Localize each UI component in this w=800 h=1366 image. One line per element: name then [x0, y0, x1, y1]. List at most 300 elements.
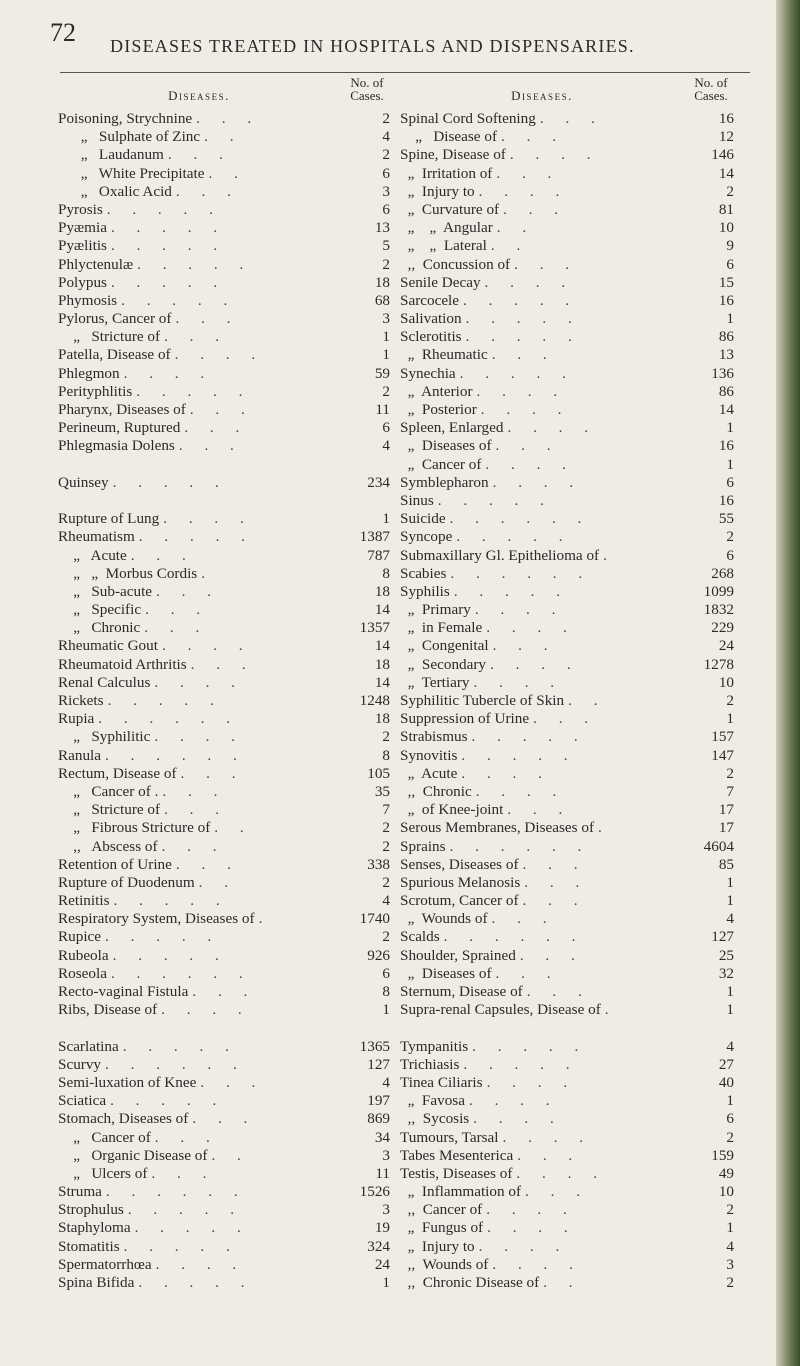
dot-leader: . . . . — [154, 728, 244, 746]
case-count: 2 — [726, 764, 734, 782]
table-row — [400, 547, 734, 565]
case-count: 4 — [382, 437, 390, 455]
table-row — [400, 1219, 734, 1237]
disease-name: ,, Chronic — [400, 782, 472, 800]
table-row — [400, 456, 734, 474]
dot-leader: . . . . . . — [105, 746, 246, 764]
table-row — [58, 637, 390, 655]
disease-name: Syphilis — [400, 582, 450, 600]
dot-leader: . . . . — [516, 1164, 606, 1182]
dot-leader: . . . . . — [136, 382, 252, 400]
dot-leader: . . . . . — [107, 692, 223, 709]
dot-leader: . . . . — [486, 1201, 576, 1219]
dot-leader: . . . — [164, 328, 229, 346]
disease-name: Senile Decay — [400, 273, 481, 291]
disease-name: „ Cancer of . — [58, 782, 159, 800]
table-row — [400, 838, 734, 856]
disease-name: Rheumatoid Arthritis — [58, 655, 187, 673]
table-row — [400, 183, 734, 201]
dot-leader: . . . . . . — [449, 510, 591, 528]
dot-leader: . . . — [522, 855, 587, 873]
case-count: 32 — [718, 964, 734, 982]
table-row — [400, 710, 734, 728]
disease-name: Rubeola — [58, 946, 109, 964]
table-row — [58, 183, 390, 201]
table-row — [400, 1001, 734, 1019]
disease-name: Scabies — [400, 564, 447, 582]
disease-name: Semi-luxation of Knee — [58, 1073, 197, 1091]
disease-name: „ Injury to — [400, 182, 475, 200]
case-count: 5 — [382, 237, 390, 255]
table-row — [400, 965, 734, 983]
dot-leader: . . . . — [475, 782, 566, 800]
table-row — [58, 619, 390, 637]
case-count: 787 — [367, 546, 390, 564]
table-row — [58, 256, 390, 274]
dot-leader: . . . — [522, 892, 587, 910]
case-count: 1248 — [359, 692, 390, 709]
dot-leader: . . . — [180, 764, 245, 782]
table-row — [58, 1238, 390, 1256]
case-count: 3 — [382, 1146, 390, 1164]
table-row — [58, 1019, 390, 1037]
case-count: 4604 — [703, 837, 734, 855]
table-row — [400, 747, 734, 765]
disease-name: Stomach, Diseases of — [58, 1110, 189, 1128]
case-count: 15 — [718, 273, 734, 291]
disease-name: Quinsey — [58, 473, 109, 491]
dot-leader: . . — [208, 164, 247, 182]
dot-leader: . . — [214, 819, 253, 837]
header-rule — [60, 72, 750, 73]
dot-leader: . . . . — [123, 364, 214, 382]
case-count: 16 — [718, 110, 734, 127]
case-count: 2 — [382, 110, 390, 127]
disease-name: Perityphlitis — [58, 382, 133, 400]
disease-name: Rickets — [58, 692, 104, 709]
dot-leader: . . . . — [478, 182, 569, 200]
disease-name: Phlegmasia Dolens — [58, 437, 175, 455]
case-count: 268 — [711, 564, 734, 582]
case-count: 14 — [374, 673, 390, 691]
case-count: 16 — [718, 437, 734, 455]
disease-name: Ribs, Disease of — [58, 1001, 158, 1019]
case-count: 338 — [367, 855, 390, 873]
table-row — [58, 292, 390, 310]
table-row — [400, 474, 734, 492]
case-count: 10 — [718, 673, 734, 691]
table-row — [400, 1256, 734, 1274]
case-count: 2 — [382, 728, 390, 746]
table-row — [400, 1274, 734, 1292]
disease-name: Tympanitis — [400, 1037, 469, 1055]
table-row — [400, 1019, 734, 1037]
table-row — [58, 547, 390, 565]
dot-leader: . . . . . — [138, 1274, 254, 1291]
disease-name: „ Stricture of — [58, 801, 161, 819]
dot-leader: . . . — [167, 146, 232, 164]
dot-leader: . . . . . — [110, 273, 227, 291]
case-count: 4 — [382, 1073, 390, 1091]
dot-leader: . . . — [175, 182, 240, 200]
disease-name: „ Fungus of — [400, 1219, 484, 1237]
case-count: 14 — [718, 164, 734, 182]
disease-name: ,, Cancer of — [400, 1201, 483, 1219]
disease-name: „ Ulcers of — [58, 1164, 148, 1182]
dot-leader: . . . . — [163, 510, 253, 528]
dot-leader: . . . — [196, 110, 261, 127]
dot-leader: . . . . — [485, 455, 575, 473]
case-count: 1357 — [359, 619, 390, 637]
dot-leader: . . . . . . — [105, 1055, 246, 1073]
table-row — [400, 437, 734, 455]
table-row — [400, 765, 734, 783]
table-row — [400, 1147, 734, 1165]
dot-leader: . . — [204, 128, 243, 146]
dot-leader: . . . — [156, 582, 221, 600]
table-row — [400, 656, 734, 674]
case-count: 6 — [382, 200, 390, 218]
table-row — [400, 146, 734, 164]
case-count: 16 — [718, 291, 734, 309]
disease-name: Poisoning, Strychnine — [58, 110, 193, 127]
dot-leader: . . . . — [490, 655, 580, 673]
disease-name: Sclerotitis — [400, 328, 462, 346]
disease-name: „ Fibrous Stricture of — [58, 819, 211, 837]
case-count: 11 — [375, 1164, 390, 1182]
disease-name: Polypus — [58, 273, 107, 291]
case-count: 1740 — [359, 910, 390, 928]
disease-name: Syncope — [400, 528, 453, 546]
disease-name: Suppression of Urine — [400, 710, 530, 728]
table-row — [58, 146, 390, 164]
disease-name: Serous Membranes, Diseases of — [400, 819, 595, 837]
case-count: 2 — [382, 382, 390, 400]
cases-heading: No. of Cases. — [694, 75, 728, 103]
table-row — [58, 1147, 390, 1165]
disease-name: „ Primary — [400, 601, 471, 619]
table-row — [58, 1129, 390, 1147]
case-count: 17 — [718, 801, 734, 819]
dot-leader: . . . . — [473, 1110, 563, 1128]
case-count: 14 — [374, 637, 390, 655]
table-row — [58, 1074, 390, 1092]
disease-name: Rupture of Duodenum — [58, 873, 195, 891]
dot-leader: . . — [568, 692, 607, 709]
table-row — [400, 856, 734, 874]
disease-name: Rheumatism — [58, 528, 135, 546]
case-count: 2 — [382, 255, 390, 273]
page-edge — [776, 0, 800, 1366]
table-row — [58, 510, 390, 528]
dot-leader: . . . . . — [137, 255, 253, 273]
case-count: 229 — [711, 619, 734, 637]
disease-name: Pylorus, Cancer of — [58, 310, 172, 328]
disease-name: Tumours, Tarsal — [400, 1128, 499, 1146]
table-row — [400, 1183, 734, 1201]
table-row — [58, 910, 390, 928]
dot-leader: . . . — [175, 855, 240, 873]
table-row — [58, 965, 390, 983]
dot-leader: . . . . . . — [110, 964, 252, 982]
dot-leader: . . — [198, 873, 238, 891]
disease-name: Senses, Diseases of — [400, 855, 519, 873]
table-row — [400, 256, 734, 274]
case-count: 1 — [382, 510, 390, 528]
case-count: 8 — [382, 746, 390, 764]
table-row — [400, 874, 734, 892]
case-count: 4 — [382, 892, 390, 910]
dot-leader: . . . . — [154, 673, 244, 691]
table-row — [58, 492, 390, 510]
diseases-heading: Diseases. — [168, 88, 230, 103]
case-count: 147 — [711, 746, 734, 764]
table-row — [58, 383, 390, 401]
case-count: 2 — [382, 928, 390, 946]
disease-name: Scrotum, Cancer of — [400, 892, 519, 910]
disease-name: „ Cancer of — [400, 455, 482, 473]
dot-leader: . . . . — [486, 1073, 577, 1091]
case-count: 6 — [726, 1110, 734, 1128]
case-count: 13 — [374, 219, 390, 237]
table-row — [400, 401, 734, 419]
table-row — [400, 928, 734, 946]
disease-name: Symblepharon — [400, 473, 489, 491]
disease-name: Synechia — [400, 364, 456, 382]
case-count: 9 — [726, 237, 734, 255]
case-count: 3 — [382, 310, 390, 328]
disease-name: Submaxillary Gl. Epithelioma of — [400, 546, 600, 564]
disease-name: „ Organic Disease of — [58, 1146, 208, 1164]
case-count: 86 — [718, 382, 734, 400]
case-count: 2 — [726, 182, 734, 200]
disease-name: ,, Concussion of — [400, 255, 511, 273]
dot-leader: . . . . . — [463, 291, 579, 309]
dot-leader: . . . . . . — [98, 710, 240, 728]
disease-name: „ „ Morbus Cordis — [58, 564, 198, 582]
table-row — [400, 1201, 734, 1219]
table-row — [58, 456, 390, 474]
cases-heading: No. of Cases. — [350, 75, 384, 103]
table-row — [58, 128, 390, 146]
table-row — [400, 983, 734, 1001]
disease-name: Suicide — [400, 510, 446, 528]
dot-leader: . . . — [145, 601, 210, 619]
table-row — [400, 365, 734, 383]
disease-name: „ Curvature of — [400, 200, 500, 218]
table-row — [58, 1274, 390, 1292]
disease-name: Sarcocele — [400, 291, 460, 309]
disease-name: „ Disease of — [400, 128, 497, 146]
dot-leader: . . . — [539, 110, 604, 127]
dot-leader: . . . — [507, 801, 572, 819]
left-column-header — [58, 75, 390, 110]
table-row — [400, 674, 734, 692]
dot-leader: . . . . — [473, 673, 564, 691]
disease-name: Rheumatic Gout — [58, 637, 158, 655]
table-row — [400, 783, 734, 801]
dot-leader: . . . — [144, 619, 209, 637]
disease-name: „ Posterior — [400, 401, 477, 418]
dot-leader: . . . — [517, 1146, 582, 1164]
disease-name: Rupice — [58, 928, 102, 946]
case-count: 18 — [374, 655, 390, 673]
disease-name: Retention of Urine — [58, 855, 172, 873]
case-count: 1 — [726, 1219, 734, 1237]
table-row — [400, 201, 734, 219]
case-count: 2 — [726, 528, 734, 546]
case-count: 8 — [382, 983, 390, 1000]
table-row — [400, 110, 734, 128]
dot-leader: . . . . . — [110, 237, 227, 255]
case-count: 68 — [374, 291, 390, 309]
table-row — [400, 292, 734, 310]
disease-name: Sinus — [400, 491, 434, 509]
table-row — [400, 419, 734, 437]
disease-name: Spine, Disease of — [400, 146, 506, 164]
disease-name: Pharynx, Diseases of — [58, 401, 186, 418]
case-count: 1832 — [703, 601, 734, 619]
dot-leader: . . . — [175, 310, 240, 328]
dot-leader: . . . — [200, 1073, 265, 1091]
disease-name: „ Irritation of — [400, 164, 493, 182]
table-row — [400, 1074, 734, 1092]
case-count: 1 — [382, 1001, 390, 1019]
table-row — [400, 728, 734, 746]
dot-leader: . — [604, 1001, 618, 1019]
disease-name: Spleen, Enlarged — [400, 419, 504, 437]
disease-name: Supra-renal Capsules, Disease of — [400, 1001, 601, 1019]
dot-leader: . . — [211, 1146, 250, 1164]
table-row — [400, 619, 734, 637]
case-count: 197 — [367, 1092, 390, 1110]
dot-leader: . . . . . — [110, 1092, 226, 1110]
case-count: 49 — [718, 1164, 734, 1182]
dot-leader: . . . . — [507, 419, 598, 437]
dot-leader: . . . — [178, 437, 243, 455]
case-count: 14 — [374, 601, 390, 619]
disease-name: Spermatorrhœa — [58, 1255, 152, 1273]
table-row — [400, 528, 734, 546]
dot-leader: . . . . . . — [449, 837, 591, 855]
table-row — [400, 801, 734, 819]
disease-name: Synovitis — [400, 746, 458, 764]
table-row — [58, 819, 390, 837]
table-row — [400, 947, 734, 965]
dot-leader: . . . . . — [437, 491, 553, 509]
case-count: 6 — [382, 419, 390, 437]
dot-leader: . — [598, 819, 611, 837]
case-count: 127 — [367, 1055, 390, 1073]
dot-leader: . . . . . — [121, 291, 237, 309]
disease-name: Retinitis — [58, 892, 110, 910]
disease-name: Shoulder, Sprained — [400, 946, 516, 964]
dot-leader: . . . — [161, 837, 226, 855]
table-row — [400, 492, 734, 510]
dot-leader: . . . . . — [456, 528, 572, 546]
case-count: 1 — [726, 710, 734, 728]
table-row — [400, 165, 734, 183]
table-row — [400, 819, 734, 837]
dot-leader: . . . — [151, 1164, 216, 1182]
dot-leader: . . . . . — [459, 364, 575, 382]
disease-name: „ Stricture of — [58, 328, 161, 346]
dot-leader: . . — [496, 219, 536, 237]
disease-name: Patella, Disease of — [58, 346, 171, 364]
dot-leader: . . . . — [461, 764, 551, 782]
table-row — [58, 1001, 390, 1019]
disease-name: „ Secondary — [400, 655, 487, 673]
case-count: 6 — [382, 964, 390, 982]
dot-leader: . . . . . — [122, 1037, 238, 1055]
dot-leader: . . . — [130, 546, 195, 564]
disease-name: Perineum, Ruptured — [58, 419, 181, 437]
dot-leader: . . . . — [492, 473, 583, 491]
table-row — [400, 910, 734, 928]
case-count: 18 — [374, 582, 390, 600]
case-count: 81 — [718, 200, 734, 218]
dot-leader: . . . — [525, 1183, 590, 1201]
table-row — [400, 1129, 734, 1147]
case-count: 127 — [711, 928, 734, 946]
table-row — [58, 237, 390, 255]
disease-name: Testis, Diseases of — [400, 1164, 513, 1182]
case-count: 2 — [726, 1201, 734, 1219]
disease-name: Pyrosis — [58, 200, 103, 218]
dot-leader: . . . . . — [465, 328, 581, 346]
case-count: 1099 — [703, 582, 734, 600]
case-count: 59 — [374, 364, 390, 382]
case-count: 11 — [375, 401, 390, 418]
disease-name: Spurious Melanosis — [400, 873, 521, 891]
table-row — [58, 838, 390, 856]
disease-name: „ Rheumatic — [400, 346, 488, 364]
disease-name: „ Oxalic Acid — [58, 182, 172, 200]
case-count: 1 — [726, 455, 734, 473]
table-row — [58, 110, 390, 128]
dot-leader: . . . — [164, 801, 229, 819]
dot-leader: . . . . — [476, 382, 567, 400]
dot-leader: . . . — [503, 200, 568, 218]
right-column — [400, 75, 734, 1292]
dot-leader: . . . — [514, 255, 579, 273]
case-count: 85 — [718, 855, 734, 873]
table-row — [58, 528, 390, 546]
table-row — [400, 583, 734, 601]
case-count: 18 — [374, 273, 390, 291]
table-row — [58, 401, 390, 419]
case-count: 7 — [382, 801, 390, 819]
case-count: 6 — [726, 473, 734, 491]
case-count: 159 — [711, 1146, 734, 1164]
dot-leader: . . . . . — [471, 728, 587, 746]
table-row — [58, 601, 390, 619]
disease-name: „ Inflammation of — [400, 1183, 522, 1201]
case-count: 86 — [718, 328, 734, 346]
disease-name: Renal Calculus — [58, 673, 151, 691]
table-row — [58, 365, 390, 383]
disease-name: Respiratory System, Diseases of — [58, 910, 255, 928]
case-count: 24 — [374, 1255, 390, 1273]
disease-name: „ „ Angular — [400, 219, 493, 237]
dot-leader: . . . — [526, 983, 591, 1000]
table-row — [58, 692, 390, 710]
case-count: 1526 — [359, 1183, 390, 1201]
disease-name: „ Injury to — [400, 1237, 475, 1255]
dot-leader: . . . . . — [134, 1219, 250, 1237]
disease-name: „ Cancer of — [58, 1128, 151, 1146]
disease-name: Scurvy — [58, 1055, 102, 1073]
